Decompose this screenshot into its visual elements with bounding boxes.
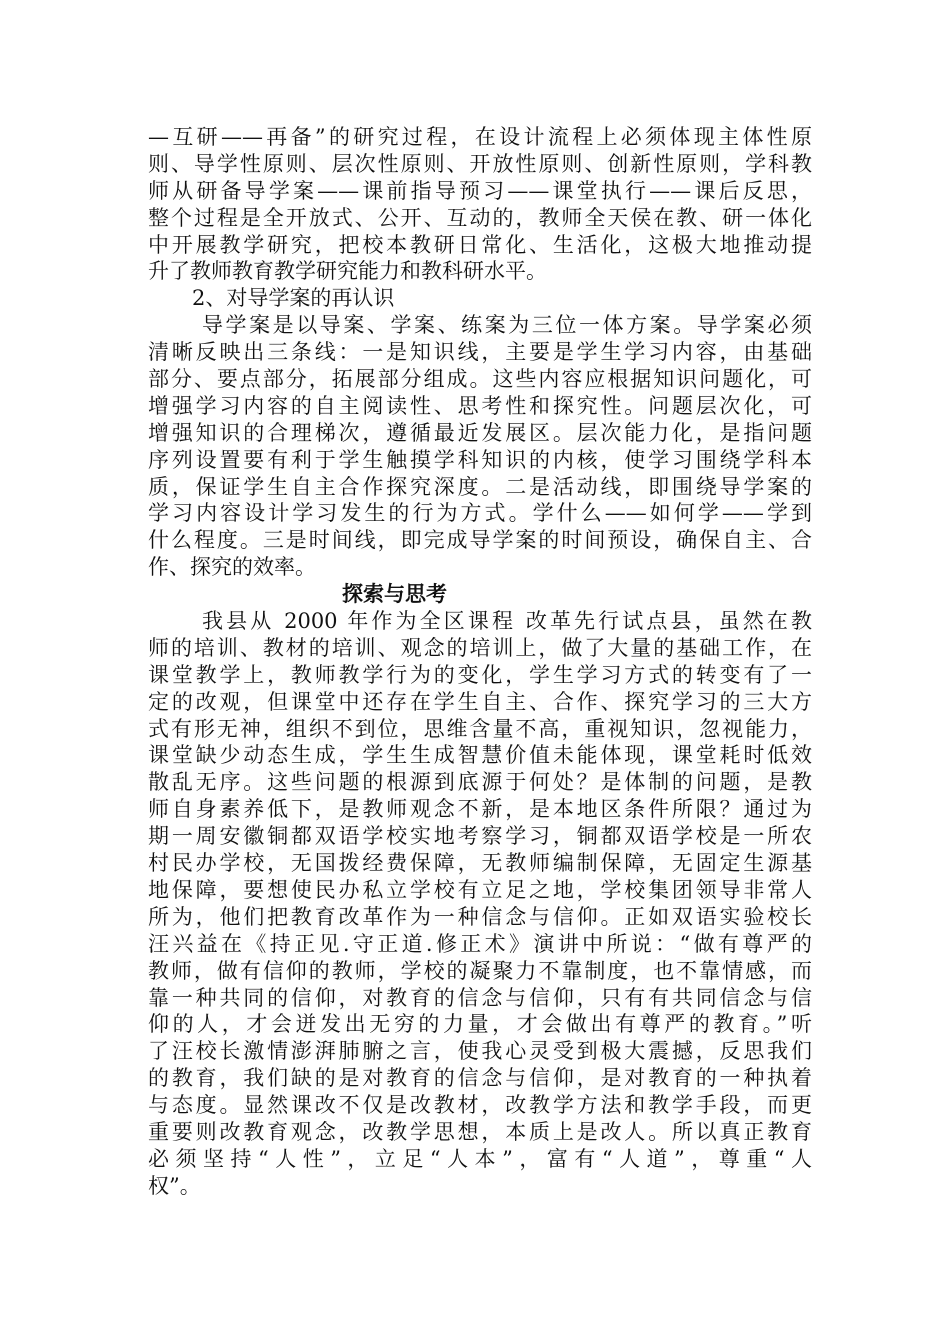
paragraph-line: 质，保证学生自主合作探究深度。二是活动线，即围绕导学案的 (148, 474, 812, 499)
paragraph-line: 期一周安徽铜都双语学校实地考察学习，铜都双语学校是一所农 (148, 824, 812, 849)
paragraph-line: 增强知识的合理梯次，遵循最近发展区。层次能力化，是指问题 (148, 420, 812, 445)
paragraph-line: 靠一种共同的信仰，对教育的信念与信仰，只有有共同信念与信 (148, 985, 812, 1010)
subheading: 2、对导学案的再认识 (192, 286, 395, 311)
paragraph-line: 整个过程是全开放式、公开、互动的，教师全天侯在教、研一体化 (148, 205, 812, 230)
paragraph-line: 权”。 (148, 1173, 201, 1198)
paragraph-line: 增强学习内容的自主阅读性、思考性和探究性。问题层次化，可 (148, 393, 812, 418)
paragraph-line: 部分、要点部分，拓展部分组成。这些内容应根据知识问题化，可 (148, 367, 812, 392)
paragraph-line: 散乱无序。这些问题的根源到底源于何处？是体制的问题，是教 (148, 770, 812, 795)
paragraph-line: 的教育，我们缺的是对教育的信念与信仰，是对教育的一种执着 (148, 1066, 812, 1091)
paragraph-line: 导学案是以导案、学案、练案为三位一体方案。导学案必须 (202, 313, 812, 338)
paragraph-line: 式有形无神，组织不到位，思维含量不高，重视知识，忽视能力， (148, 716, 812, 741)
section-guided-learning-plan (148, 285, 812, 581)
paragraph-line: 了汪校长激情澎湃肺腑之言，使我心灵受到极大震撼，反思我们 (148, 1039, 812, 1064)
paragraph-line: 教师，做有信仰的教师，学校的凝聚力不靠制度，也不靠情感，而 (148, 958, 812, 983)
paragraph-line: 重要则改教育观念，改教学思想，本质上是改人。所以真正教育 (148, 1119, 812, 1144)
paragraph-line: 作、探究的效率。 (148, 555, 316, 580)
paragraph-line: 则、导学性原则、层次性原则、开放性原则、创新性原则，学科教 (148, 151, 812, 176)
paragraph-line: 所为，他们把教育改革作为一种信念与信仰。正如双语实验校长 (148, 904, 812, 929)
section-research-process (148, 124, 812, 285)
paragraph-line: 师自身素养低下，是教师观念不新，是本地区条件所限？通过为 (148, 797, 812, 822)
paragraph-line: 我县从 2000 年作为全区课程 改革先行试点县，虽然在教 (202, 609, 812, 634)
paragraph-line: 必须坚持“人性”，立足“人本”，富有“人道”，尊重“人 (148, 1146, 812, 1171)
paragraph-line: 清晰反映出三条线：一是知识线，主要是学生学习内容，由基础 (148, 340, 812, 365)
paragraph-line: 师的培训、教材的培训、观念的培训上，做了大量的基础工作，在 (148, 635, 812, 660)
paragraph-line: 课堂缺少动态生成，学生生成智慧价值未能体现，课堂耗时低效 (148, 743, 812, 768)
section-heading: 探索与思考 (342, 581, 447, 607)
paragraph-line: 与态度。显然课改不仅是改教材，改教学方法和教学手段，而更 (148, 1093, 812, 1118)
paragraph-line: 学习内容设计学习发生的行为方式。学什么——如何学——学到 (148, 501, 812, 526)
paragraph-line: 村民办学校，无国拨经费保障，无教师编制保障，无固定生源基 (148, 851, 812, 876)
section-exploration-reflection (148, 581, 812, 1199)
paragraph-line: 中开展教学研究，把校本教研日常化、生活化，这极大地推动提 (148, 232, 812, 257)
paragraph-line: 仰的人，才会迸发出无穷的力量，才会做出有尊严的教育。”听 (148, 1012, 812, 1037)
paragraph-line: 升了教师教育教学研究能力和教科研水平。 (148, 259, 547, 284)
paragraph-line: 定的改观，但课堂中还存在学生自主、合作、探究学习的三大方 (148, 689, 812, 714)
paragraph-line: 什么程度。三是时间线，即完成导学案的时间预设，确保自主、合 (148, 528, 812, 553)
paragraph-line: 地保障，要想使民办私立学校有立足之地，学校集团领导非常人 (148, 877, 812, 902)
paragraph-line: 课堂教学上，教师教学行为的变化，学生学习方式的转变有了一 (148, 662, 812, 687)
document-page (148, 124, 812, 1200)
paragraph-line: 师从研备导学案——课前指导预习——课堂执行——课后反思， (148, 178, 812, 203)
paragraph-line: 汪兴益在《持正见.守正道.修正术》演讲中所说：“做有尊严的 (148, 931, 812, 956)
paragraph-line: —互研——再备”的研究过程，在设计流程上必须体现主体性原 (148, 125, 812, 149)
paragraph-line: 序列设置要有利于学生触摸学科知识的内核，使学习围绕学科本 (148, 447, 812, 472)
